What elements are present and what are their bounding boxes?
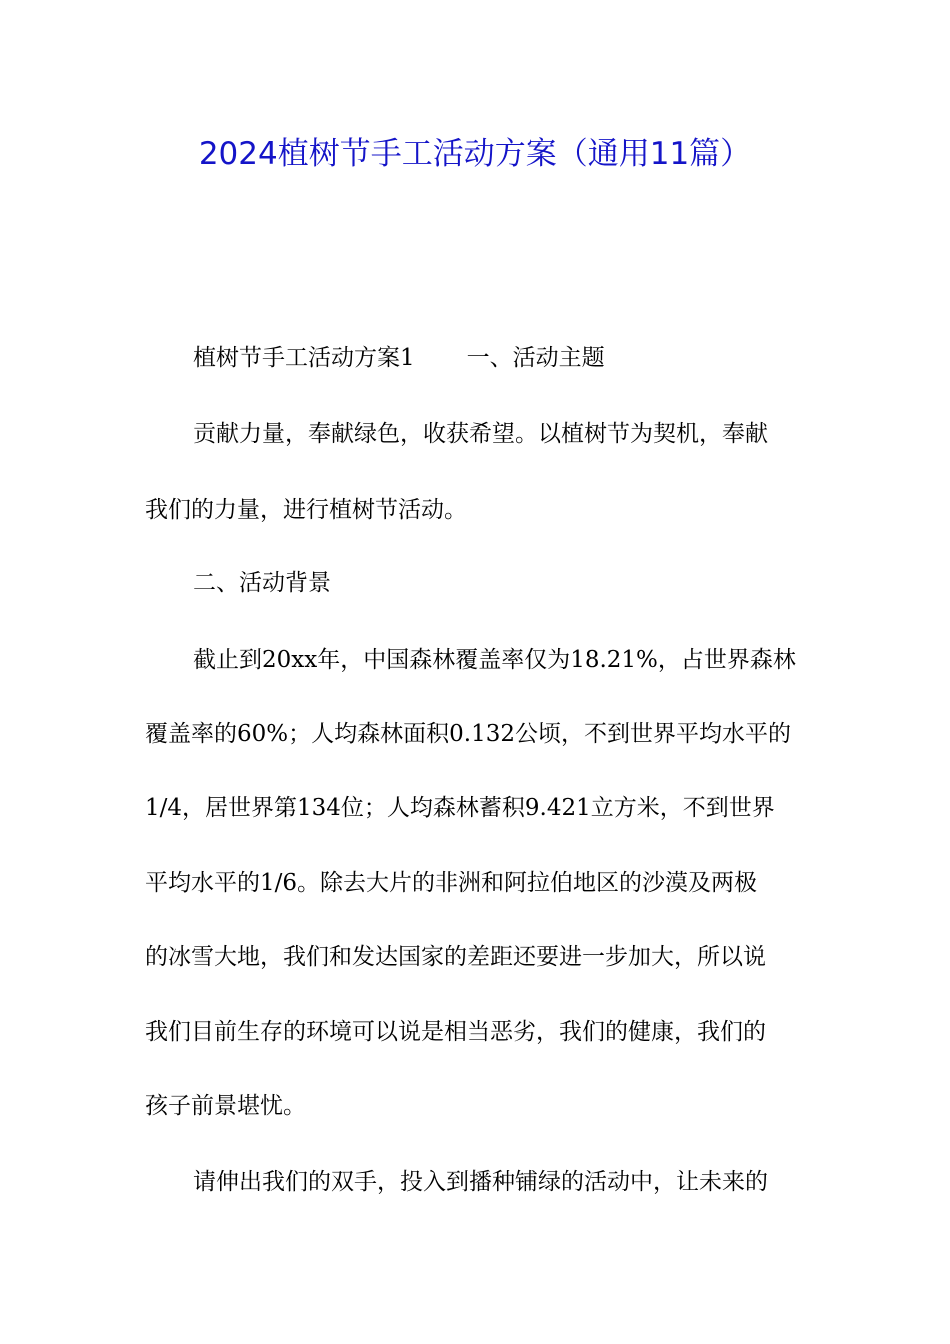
paragraph-line: 1/4，居世界第134位；人均森林蓄积9.421立方米，不到世界 — [145, 795, 775, 821]
paragraph-line: 平均水平的1/6。除去大片的非洲和阿拉伯地区的沙漠及两极 — [145, 870, 758, 896]
paragraph-line: 截止到20xx年，中国森林覆盖率仅为18.21%，占世界森林 — [193, 647, 796, 673]
paragraph-line: 我们的力量，进行植树节活动。 — [145, 497, 467, 523]
paragraph-line: 覆盖率的60%；人均森林面积0.132公顷，不到世界平均水平的 — [145, 721, 791, 747]
section-heading-line — [193, 342, 863, 374]
paragraph-line: 请伸出我们的双手，投入到播种铺绿的活动中，让未来的 — [193, 1169, 768, 1195]
paragraph-line: 我们目前生存的环境可以说是相当恶劣，我们的健康，我们的 — [145, 1019, 766, 1045]
paragraph-line: 的冰雪大地，我们和发达国家的差距还要进一步加大，所以说 — [145, 944, 766, 970]
section-heading-theme: 一、活动主题 — [466, 345, 605, 371]
paragraph-line: 贡献力量，奉献绿色，收获希望。以植树节为契机，奉献 — [193, 421, 768, 447]
document-title: 2024植树节手工活动方案（通用11篇） — [198, 136, 752, 172]
section-heading-background: 二、活动背景 — [193, 570, 331, 596]
plan-heading: 植树节手工活动方案1 — [193, 345, 415, 371]
paragraph-line: 孩子前景堪忧。 — [145, 1093, 306, 1119]
